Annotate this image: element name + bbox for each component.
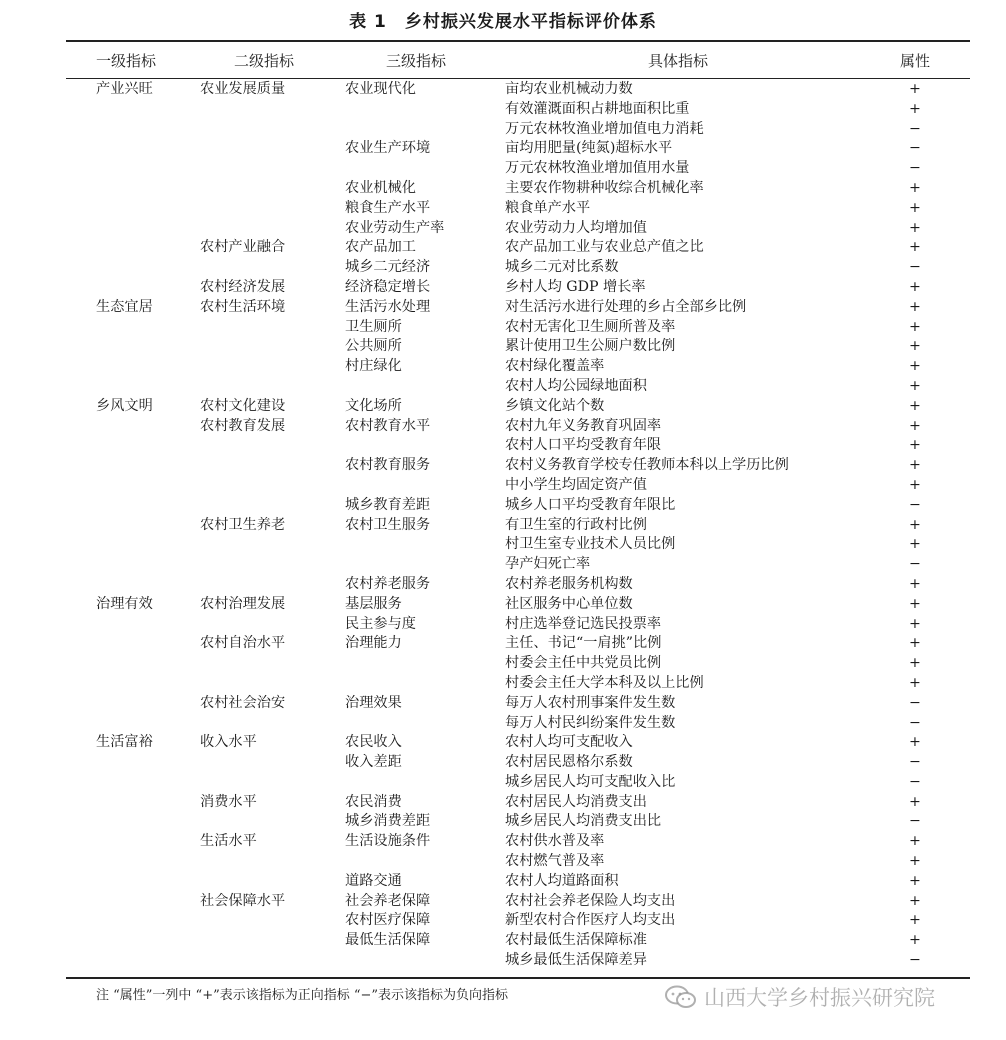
level2-cell: 社会保障水平 [200,892,286,909]
table-row [0,397,1006,417]
level2-cell: 农村生活环境 [200,298,286,315]
table-row [0,575,1006,595]
level3-cell: 粮食生产水平 [345,199,431,216]
specific-indicator-cell: 村庄选举登记选民投票率 [505,615,662,632]
specific-indicator-cell: 农村养老服务机构数 [505,575,633,592]
table-row [0,179,1006,199]
table-row [0,911,1006,931]
attribute-cell: + [909,219,921,236]
level3-cell: 农村卫生服务 [345,516,431,533]
level2-cell: 消费水平 [200,793,257,810]
attribute-cell: + [909,635,921,652]
table-row [0,812,1006,832]
table-row [0,417,1006,437]
specific-indicator-cell: 中小学生均固定资产值 [505,476,647,493]
table-row [0,733,1006,753]
attribute-cell: + [909,655,921,672]
level3-cell: 农村医疗保障 [345,912,431,929]
watermark [664,982,935,1012]
header-specific: 具体指标 [648,52,709,70]
table-row [0,674,1006,694]
specific-indicator-cell: 城乡居民人均消费支出比 [505,813,662,830]
table-row [0,238,1006,258]
specific-indicator-cell: 乡村人均 GDP 增长率 [505,278,646,295]
specific-indicator-cell: 农业劳动力人均增加值 [505,219,647,236]
attribute-cell: − [909,496,921,513]
table-row [0,139,1006,159]
attribute-cell: − [909,120,921,137]
level2-cell: 农村卫生养老 [200,516,286,533]
level3-cell: 农民收入 [345,734,402,751]
level3-cell: 生活污水处理 [345,298,431,315]
attribute-cell: + [909,575,921,592]
attribute-cell: + [909,615,921,632]
specific-indicator-cell: 村委会主任大学本科及以上比例 [505,674,704,691]
attribute-cell: + [909,853,921,870]
table-row [0,219,1006,239]
table-row [0,159,1006,179]
level2-cell: 农村文化建设 [200,397,286,414]
table-row [0,318,1006,338]
level3-cell: 道路交通 [345,872,402,889]
attribute-cell: + [909,457,921,474]
specific-indicator-cell: 农村绿化覆盖率 [505,358,605,375]
attribute-cell: − [909,714,921,731]
table-row [0,793,1006,813]
specific-indicator-cell: 有卫生室的行政村比例 [505,516,647,533]
level3-cell: 农村教育服务 [345,457,431,474]
table-row [0,535,1006,555]
table-row [0,892,1006,912]
attribute-cell: + [909,318,921,335]
level3-cell: 城乡消费差距 [345,813,431,830]
level3-cell: 农产品加工 [345,239,416,256]
table-row [0,951,1006,971]
table-row [0,931,1006,951]
level3-cell: 最低生活保障 [345,932,431,949]
table-row [0,595,1006,615]
specific-indicator-cell: 粮食单产水平 [505,199,591,216]
specific-indicator-cell: 乡镇文化站个数 [505,397,605,414]
table-row [0,278,1006,298]
attribute-cell: − [909,773,921,790]
table-row [0,80,1006,100]
level2-cell: 农村产业融合 [200,239,286,256]
specific-indicator-cell: 万元农林牧渔业增加值用水量 [505,160,690,177]
attribute-cell: − [909,160,921,177]
table-row [0,258,1006,278]
specific-indicator-cell: 农村燃气普及率 [505,853,605,870]
attribute-cell: + [909,595,921,612]
table-row [0,634,1006,654]
table-row [0,120,1006,140]
attribute-cell: + [909,932,921,949]
attribute-cell: + [909,199,921,216]
specific-indicator-cell: 农村最低生活保障标准 [505,932,647,949]
specific-indicator-cell: 农产品加工业与农业总产值之比 [505,239,704,256]
attribute-cell: − [909,694,921,711]
level3-cell: 农村养老服务 [345,575,431,592]
table-row [0,199,1006,219]
level2-cell: 农村教育发展 [200,417,286,434]
attribute-cell: + [909,338,921,355]
level3-cell: 公共厕所 [345,338,402,355]
attribute-cell: + [909,912,921,929]
level3-cell: 收入差距 [345,754,402,771]
specific-indicator-cell: 每万人农村刑事案件发生数 [505,694,676,711]
watermark-text: 山西大学乡村振兴研究院 [704,986,935,1010]
specific-indicator-cell: 城乡二元对比系数 [505,259,619,276]
specific-indicator-cell: 城乡人口平均受教育年限比 [505,496,676,513]
attribute-cell: + [909,239,921,256]
level2-cell: 农业发展质量 [200,81,286,97]
table-row [0,516,1006,536]
level3-cell: 卫生厕所 [345,318,402,335]
level3-cell: 文化场所 [345,397,402,414]
attribute-cell: + [909,833,921,850]
attribute-cell: + [909,536,921,553]
attribute-cell: + [909,179,921,196]
level3-cell: 农业劳动生产率 [345,219,445,236]
specific-indicator-cell: 亩均农业机械动力数 [505,81,633,97]
level3-cell: 生活设施条件 [345,833,431,850]
specific-indicator-cell: 每万人村民纠纷案件发生数 [505,714,676,731]
attribute-cell: + [909,417,921,434]
attribute-cell: + [909,100,921,117]
table-row [0,872,1006,892]
table-title: 表 1 乡村振兴发展水平指标评价体系 [349,12,657,32]
attribute-cell: + [909,872,921,889]
level3-cell: 农民消费 [345,793,402,810]
attribute-cell: + [909,892,921,909]
specific-indicator-cell: 城乡居民人均可支配收入比 [505,773,676,790]
table-row [0,100,1006,120]
specific-indicator-cell: 社区服务中心单位数 [505,595,633,612]
level2-cell: 农村经济发展 [200,278,286,295]
table-row [0,496,1006,516]
table-row [0,357,1006,377]
level3-cell: 基层服务 [345,595,402,612]
attribute-cell: + [909,397,921,414]
level2-cell: 农村社会治安 [200,694,286,711]
table-row [0,615,1006,635]
attribute-cell: + [909,516,921,533]
level3-cell: 村庄绿化 [345,358,402,375]
wechat-icon [664,984,698,1010]
table-row [0,714,1006,734]
specific-indicator-cell: 累计使用卫生公厕户数比例 [505,338,676,355]
level3-cell: 社会养老保障 [345,892,431,909]
attribute-cell: − [909,556,921,573]
specific-indicator-cell: 孕产妇死亡率 [505,556,591,573]
specific-indicator-cell: 亩均用肥量(纯氮)超标水平 [505,140,673,157]
table-row [0,555,1006,575]
table-row [0,852,1006,872]
level3-cell: 治理能力 [345,635,402,652]
level1-cell: 生活富裕 [96,734,153,751]
level2-cell: 生活水平 [200,833,257,850]
header-level1: 一级指标 [96,52,157,70]
specific-indicator-cell: 村委会主任中共党员比例 [505,655,662,672]
level3-cell: 城乡二元经济 [345,259,431,276]
specific-indicator-cell: 新型农村合作医疗人均支出 [505,912,676,929]
specific-indicator-cell: 对生活污水进行处理的乡占全部乡比例 [505,298,747,315]
attribute-cell: + [909,377,921,394]
specific-indicator-cell: 农村人口平均受教育年限 [505,437,662,454]
attribute-cell: + [909,674,921,691]
specific-indicator-cell: 农村无害化卫生厕所普及率 [505,318,676,335]
specific-indicator-cell: 农村居民恩格尔系数 [505,754,633,771]
table-row [0,654,1006,674]
table-row [0,456,1006,476]
level3-cell: 城乡教育差距 [345,496,431,513]
attribute-cell: + [909,734,921,751]
level1-cell: 治理有效 [96,595,153,612]
table-row [0,773,1006,793]
specific-indicator-cell: 农村社会养老保险人均支出 [505,892,676,909]
table-body [0,80,1006,971]
level3-cell: 农业机械化 [345,179,416,196]
specific-indicator-cell: 农村居民人均消费支出 [505,793,647,810]
table-row [0,476,1006,496]
attribute-cell: + [909,358,921,375]
table-row [0,377,1006,397]
level3-cell: 民主参与度 [345,615,416,632]
attribute-cell: − [909,813,921,830]
level3-cell: 农业生产环境 [345,140,431,157]
table-row [0,694,1006,714]
specific-indicator-cell: 农村供水普及率 [505,833,605,850]
level3-cell: 经济稳定增长 [345,278,431,295]
level1-cell: 生态宜居 [96,298,153,315]
specific-indicator-cell: 城乡最低生活保障差异 [505,952,647,969]
table-header [0,50,1006,72]
header-level2: 二级指标 [234,52,295,70]
table-row [0,298,1006,318]
specific-indicator-cell: 主任、书记“一肩挑”比例 [505,635,662,652]
level1-cell: 乡风文明 [96,397,153,414]
header-rule [66,78,970,79]
level3-cell: 治理效果 [345,694,402,711]
specific-indicator-cell: 有效灌溉面积占耕地面积比重 [505,100,690,117]
specific-indicator-cell: 农村人均可支配收入 [505,734,633,751]
level2-cell: 收入水平 [200,734,257,751]
specific-indicator-cell: 农村人均公园绿地面积 [505,377,647,394]
attribute-cell: + [909,437,921,454]
table-row [0,832,1006,852]
bottom-rule [66,977,970,979]
attribute-cell: + [909,476,921,493]
specific-indicator-cell: 万元农林牧渔业增加值电力消耗 [505,120,704,137]
attribute-cell: + [909,81,921,97]
table-note: 注 “属性”一列中 “+”表示该指标为正向指标 “−”表示该指标为负向指标 [96,988,509,1003]
level2-cell: 农村治理发展 [200,595,286,612]
table-row [0,337,1006,357]
specific-indicator-cell: 村卫生室专业技术人员比例 [505,536,676,553]
attribute-cell: − [909,952,921,969]
level1-cell: 产业兴旺 [96,81,153,97]
top-rule [66,40,970,42]
table-row [0,436,1006,456]
attribute-cell: + [909,278,921,295]
specific-indicator-cell: 农村人均道路面积 [505,872,619,889]
attribute-cell: − [909,259,921,276]
attribute-cell: − [909,754,921,771]
header-level3: 三级指标 [386,52,447,70]
level2-cell: 农村自治水平 [200,635,286,652]
level3-cell: 农业现代化 [345,81,416,97]
table-row [0,753,1006,773]
specific-indicator-cell: 主要农作物耕种收综合机械化率 [505,179,704,196]
attribute-cell: − [909,140,921,157]
specific-indicator-cell: 农村义务教育学校专任教师本科以上学历比例 [505,457,789,474]
header-attribute: 属性 [900,52,931,70]
attribute-cell: + [909,298,921,315]
specific-indicator-cell: 农村九年义务教育巩固率 [505,417,662,434]
level3-cell: 农村教育水平 [345,417,431,434]
attribute-cell: + [909,793,921,810]
